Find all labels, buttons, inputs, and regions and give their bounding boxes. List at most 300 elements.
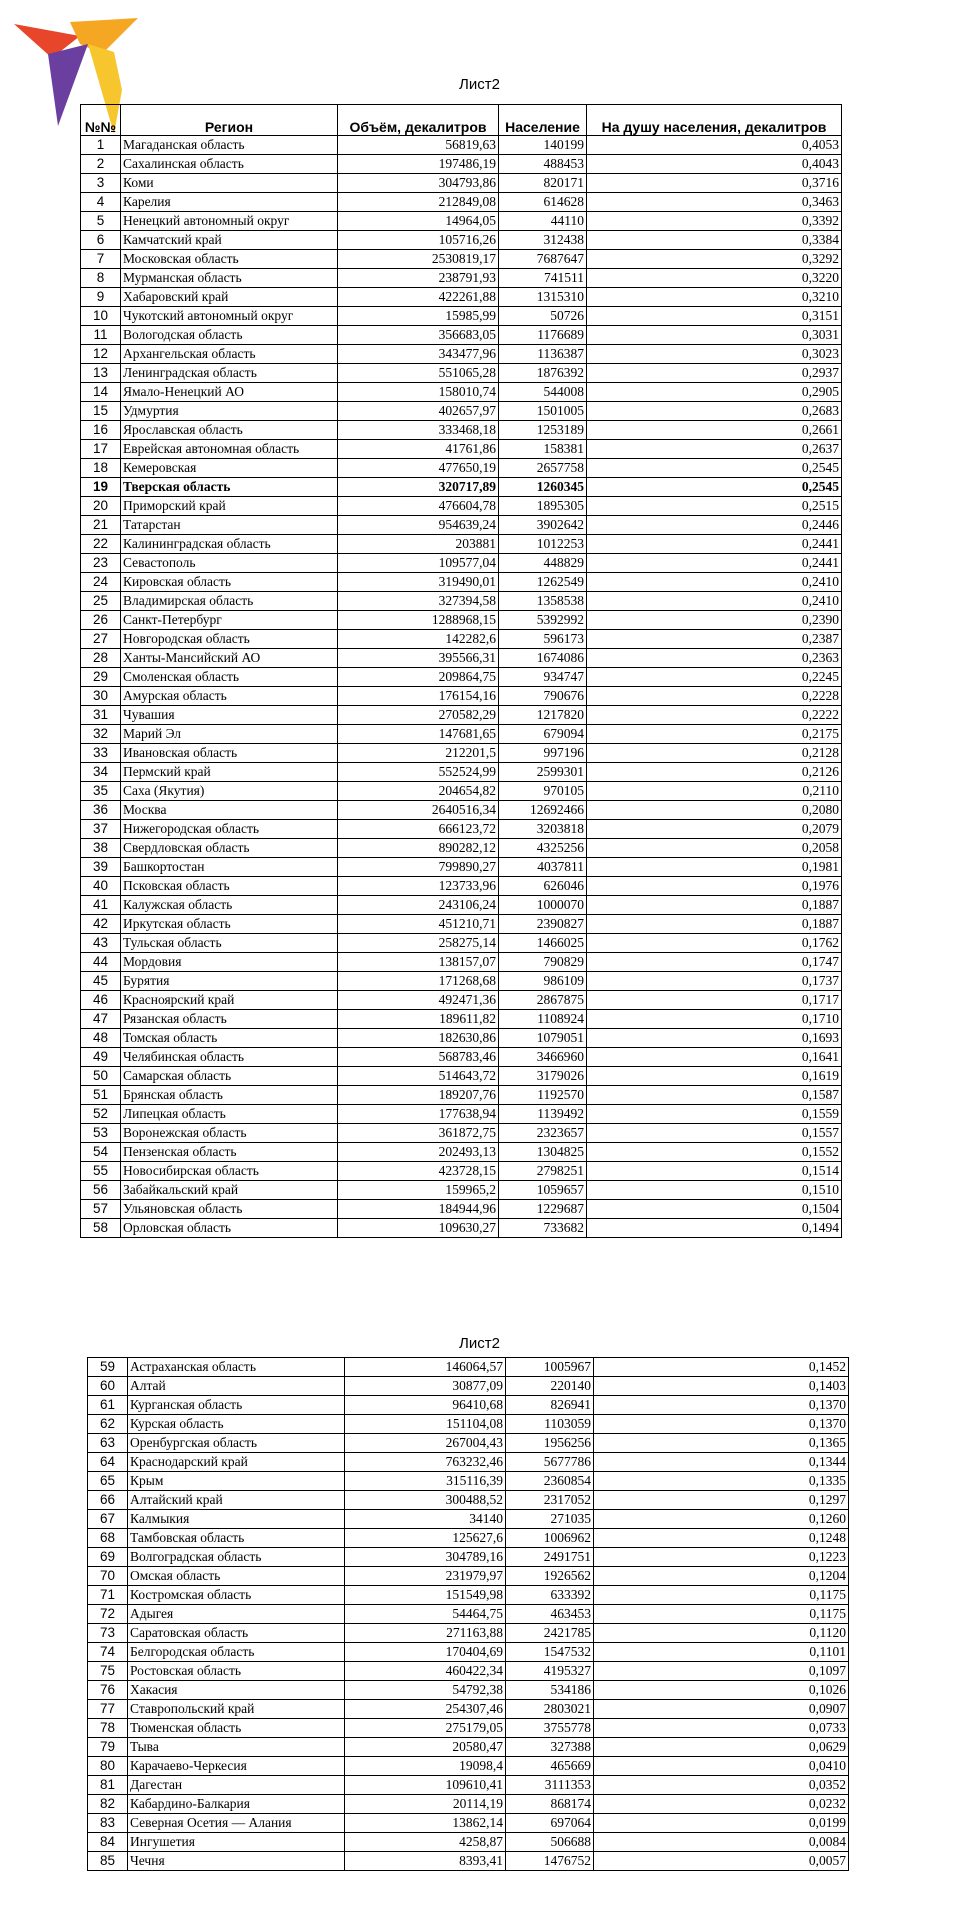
table-row bbox=[88, 1624, 849, 1643]
row-number: 9 bbox=[81, 288, 121, 307]
population-value: 1315310 bbox=[499, 288, 587, 307]
row-number: 80 bbox=[88, 1757, 128, 1776]
table-row bbox=[88, 1434, 849, 1453]
table-row bbox=[88, 1586, 849, 1605]
table-row bbox=[88, 1852, 849, 1871]
table-row bbox=[81, 535, 842, 554]
volume-value: 460422,34 bbox=[345, 1662, 506, 1681]
row-number: 73 bbox=[88, 1624, 128, 1643]
per-capita-value: 0,1344 bbox=[594, 1453, 849, 1472]
per-capita-value: 0,0410 bbox=[594, 1757, 849, 1776]
region-name: Липецкая область bbox=[121, 1105, 338, 1124]
per-capita-value: 0,2441 bbox=[587, 535, 842, 554]
region-name: Красноярский край bbox=[121, 991, 338, 1010]
row-number: 26 bbox=[81, 611, 121, 630]
table-row bbox=[81, 516, 842, 535]
volume-value: 422261,88 bbox=[338, 288, 499, 307]
per-capita-value: 0,1737 bbox=[587, 972, 842, 991]
row-number: 15 bbox=[81, 402, 121, 421]
row-number: 40 bbox=[81, 877, 121, 896]
per-capita-value: 0,2126 bbox=[587, 763, 842, 782]
population-value: 826941 bbox=[506, 1396, 594, 1415]
ranking-table-page2 bbox=[87, 1357, 849, 1871]
row-number: 61 bbox=[88, 1396, 128, 1415]
per-capita-value: 0,1717 bbox=[587, 991, 842, 1010]
region-name: Свердловская область bbox=[121, 839, 338, 858]
region-name: Омская область bbox=[128, 1567, 345, 1586]
volume-value: 799890,27 bbox=[338, 858, 499, 877]
region-name: Орловская область bbox=[121, 1219, 338, 1238]
table-row bbox=[81, 991, 842, 1010]
region-name: Ямало-Ненецкий АО bbox=[121, 383, 338, 402]
volume-value: 54464,75 bbox=[345, 1605, 506, 1624]
region-name: Курганская область bbox=[128, 1396, 345, 1415]
region-name: Санкт-Петербург bbox=[121, 611, 338, 630]
per-capita-value: 0,1641 bbox=[587, 1048, 842, 1067]
table-row bbox=[81, 1219, 842, 1238]
per-capita-value: 0,1710 bbox=[587, 1010, 842, 1029]
volume-value: 300488,52 bbox=[345, 1491, 506, 1510]
population-value: 1005967 bbox=[506, 1358, 594, 1377]
table-row bbox=[88, 1662, 849, 1681]
population-value: 1059657 bbox=[499, 1181, 587, 1200]
region-name: Камчатский край bbox=[121, 231, 338, 250]
region-name: Марий Эл bbox=[121, 725, 338, 744]
row-number: 4 bbox=[81, 193, 121, 212]
per-capita-value: 0,4043 bbox=[587, 155, 842, 174]
region-name: Еврейская автономная область bbox=[121, 440, 338, 459]
volume-value: 151549,98 bbox=[345, 1586, 506, 1605]
table-row bbox=[81, 383, 842, 402]
volume-value: 184944,96 bbox=[338, 1200, 499, 1219]
per-capita-value: 0,1335 bbox=[594, 1472, 849, 1491]
table-body bbox=[88, 1358, 849, 1871]
region-name: Калужская область bbox=[121, 896, 338, 915]
row-number: 75 bbox=[88, 1662, 128, 1681]
per-capita-value: 0,1026 bbox=[594, 1681, 849, 1700]
volume-value: 1288968,15 bbox=[338, 611, 499, 630]
region-name: Калмыкия bbox=[128, 1510, 345, 1529]
per-capita-value: 0,1557 bbox=[587, 1124, 842, 1143]
population-value: 1192570 bbox=[499, 1086, 587, 1105]
table-row bbox=[81, 763, 842, 782]
per-capita-value: 0,2175 bbox=[587, 725, 842, 744]
per-capita-value: 0,2446 bbox=[587, 516, 842, 535]
per-capita-value: 0,2515 bbox=[587, 497, 842, 516]
region-name: Хакасия bbox=[128, 1681, 345, 1700]
region-name: Карачаево-Черкесия bbox=[128, 1757, 345, 1776]
region-name: Мурманская область bbox=[121, 269, 338, 288]
row-number: 65 bbox=[88, 1472, 128, 1491]
volume-value: 267004,43 bbox=[345, 1434, 506, 1453]
population-value: 1012253 bbox=[499, 535, 587, 554]
region-name: Брянская область bbox=[121, 1086, 338, 1105]
region-name: Ульяновская область bbox=[121, 1200, 338, 1219]
volume-value: 146064,57 bbox=[345, 1358, 506, 1377]
table-row bbox=[88, 1681, 849, 1700]
volume-value: 2640516,34 bbox=[338, 801, 499, 820]
region-name: Чечня bbox=[128, 1852, 345, 1871]
population-value: 448829 bbox=[499, 554, 587, 573]
table-row bbox=[88, 1358, 849, 1377]
region-name: Тюменская область bbox=[128, 1719, 345, 1738]
table-row bbox=[81, 915, 842, 934]
table-row bbox=[81, 1200, 842, 1219]
volume-value: 189611,82 bbox=[338, 1010, 499, 1029]
row-number: 62 bbox=[88, 1415, 128, 1434]
population-value: 2798251 bbox=[499, 1162, 587, 1181]
table-row bbox=[81, 421, 842, 440]
region-name: Саха (Якутия) bbox=[121, 782, 338, 801]
volume-value: 551065,28 bbox=[338, 364, 499, 383]
table-row bbox=[81, 269, 842, 288]
region-name: Алтайский край bbox=[128, 1491, 345, 1510]
volume-value: 231979,97 bbox=[345, 1567, 506, 1586]
table-row bbox=[81, 307, 842, 326]
population-value: 44110 bbox=[499, 212, 587, 231]
population-value: 220140 bbox=[506, 1377, 594, 1396]
per-capita-value: 0,2110 bbox=[587, 782, 842, 801]
population-value: 1006962 bbox=[506, 1529, 594, 1548]
volume-value: 30877,09 bbox=[345, 1377, 506, 1396]
row-number: 2 bbox=[81, 155, 121, 174]
region-name: Ненецкий автономный округ bbox=[121, 212, 338, 231]
table-row bbox=[81, 649, 842, 668]
row-number: 33 bbox=[81, 744, 121, 763]
per-capita-value: 0,0057 bbox=[594, 1852, 849, 1871]
table-header-row bbox=[81, 105, 842, 136]
table-row bbox=[88, 1415, 849, 1434]
population-value: 1501005 bbox=[499, 402, 587, 421]
population-value: 1000070 bbox=[499, 896, 587, 915]
volume-value: 333468,18 bbox=[338, 421, 499, 440]
per-capita-value: 0,2128 bbox=[587, 744, 842, 763]
per-capita-value: 0,2683 bbox=[587, 402, 842, 421]
row-number: 66 bbox=[88, 1491, 128, 1510]
volume-value: 170404,69 bbox=[345, 1643, 506, 1662]
population-value: 697064 bbox=[506, 1814, 594, 1833]
population-value: 2491751 bbox=[506, 1548, 594, 1567]
population-value: 970105 bbox=[499, 782, 587, 801]
population-value: 741511 bbox=[499, 269, 587, 288]
table-row bbox=[81, 611, 842, 630]
region-name: Самарская область bbox=[121, 1067, 338, 1086]
row-number: 12 bbox=[81, 345, 121, 364]
volume-value: 182630,86 bbox=[338, 1029, 499, 1048]
row-number: 43 bbox=[81, 934, 121, 953]
row-number: 18 bbox=[81, 459, 121, 478]
row-number: 84 bbox=[88, 1833, 128, 1852]
population-value: 463453 bbox=[506, 1605, 594, 1624]
region-name: Тыва bbox=[128, 1738, 345, 1757]
row-number: 83 bbox=[88, 1814, 128, 1833]
population-value: 3902642 bbox=[499, 516, 587, 535]
population-value: 1926562 bbox=[506, 1567, 594, 1586]
population-value: 1674086 bbox=[499, 649, 587, 668]
region-name: Ленинградская область bbox=[121, 364, 338, 383]
table-row bbox=[81, 345, 842, 364]
region-name: Чувашия bbox=[121, 706, 338, 725]
region-name: Новгородская область bbox=[121, 630, 338, 649]
table-row bbox=[81, 193, 842, 212]
volume-value: 123733,96 bbox=[338, 877, 499, 896]
population-value: 4325256 bbox=[499, 839, 587, 858]
per-capita-value: 0,1587 bbox=[587, 1086, 842, 1105]
per-capita-value: 0,4053 bbox=[587, 136, 842, 155]
region-name: Магаданская область bbox=[121, 136, 338, 155]
volume-value: 238791,93 bbox=[338, 269, 499, 288]
volume-value: 395566,31 bbox=[338, 649, 499, 668]
row-number: 45 bbox=[81, 972, 121, 991]
sheet-title: Лист2 bbox=[459, 76, 500, 93]
row-number: 3 bbox=[81, 174, 121, 193]
population-value: 868174 bbox=[506, 1795, 594, 1814]
per-capita-value: 0,2441 bbox=[587, 554, 842, 573]
population-value: 3203818 bbox=[499, 820, 587, 839]
population-value: 312438 bbox=[499, 231, 587, 250]
population-value: 7687647 bbox=[499, 250, 587, 269]
row-number: 19 bbox=[81, 478, 121, 497]
volume-value: 138157,07 bbox=[338, 953, 499, 972]
population-value: 534186 bbox=[506, 1681, 594, 1700]
region-name: Карелия bbox=[121, 193, 338, 212]
volume-value: 8393,41 bbox=[345, 1852, 506, 1871]
table-row bbox=[81, 877, 842, 896]
volume-value: 254307,46 bbox=[345, 1700, 506, 1719]
region-name: Томская область bbox=[121, 1029, 338, 1048]
table-row bbox=[88, 1377, 849, 1396]
row-number: 31 bbox=[81, 706, 121, 725]
table-row bbox=[88, 1453, 849, 1472]
per-capita-value: 0,0907 bbox=[594, 1700, 849, 1719]
population-value: 1876392 bbox=[499, 364, 587, 383]
volume-value: 423728,15 bbox=[338, 1162, 499, 1181]
population-value: 679094 bbox=[499, 725, 587, 744]
region-name: Челябинская область bbox=[121, 1048, 338, 1067]
region-name: Кемеровская bbox=[121, 459, 338, 478]
table-row bbox=[88, 1472, 849, 1491]
per-capita-value: 0,1504 bbox=[587, 1200, 842, 1219]
row-number: 76 bbox=[88, 1681, 128, 1700]
table-row bbox=[88, 1548, 849, 1567]
population-value: 2360854 bbox=[506, 1472, 594, 1491]
header-volume: Объём, декалитров bbox=[338, 105, 499, 136]
region-name: Башкортостан bbox=[121, 858, 338, 877]
row-number: 58 bbox=[81, 1219, 121, 1238]
per-capita-value: 0,1619 bbox=[587, 1067, 842, 1086]
per-capita-value: 0,1981 bbox=[587, 858, 842, 877]
table-row bbox=[81, 820, 842, 839]
row-number: 1 bbox=[81, 136, 121, 155]
region-name: Татарстан bbox=[121, 516, 338, 535]
row-number: 37 bbox=[81, 820, 121, 839]
row-number: 56 bbox=[81, 1181, 121, 1200]
volume-value: 763232,46 bbox=[345, 1453, 506, 1472]
per-capita-value: 0,1452 bbox=[594, 1358, 849, 1377]
per-capita-value: 0,3392 bbox=[587, 212, 842, 231]
volume-value: 202493,13 bbox=[338, 1143, 499, 1162]
per-capita-value: 0,1693 bbox=[587, 1029, 842, 1048]
region-name: Хабаровский край bbox=[121, 288, 338, 307]
row-number: 14 bbox=[81, 383, 121, 402]
region-name: Калининградская область bbox=[121, 535, 338, 554]
population-value: 1304825 bbox=[499, 1143, 587, 1162]
table-row bbox=[81, 744, 842, 763]
table-row bbox=[88, 1491, 849, 1510]
volume-value: 271163,88 bbox=[345, 1624, 506, 1643]
table-row bbox=[81, 1181, 842, 1200]
per-capita-value: 0,3384 bbox=[587, 231, 842, 250]
volume-value: 19098,4 bbox=[345, 1757, 506, 1776]
per-capita-value: 0,2245 bbox=[587, 668, 842, 687]
population-value: 1136387 bbox=[499, 345, 587, 364]
table-row bbox=[81, 136, 842, 155]
region-name: Кировская область bbox=[121, 573, 338, 592]
population-value: 3179026 bbox=[499, 1067, 587, 1086]
row-number: 16 bbox=[81, 421, 121, 440]
per-capita-value: 0,3023 bbox=[587, 345, 842, 364]
per-capita-value: 0,2228 bbox=[587, 687, 842, 706]
volume-value: 189207,76 bbox=[338, 1086, 499, 1105]
ranking-table-page1 bbox=[80, 104, 842, 1238]
per-capita-value: 0,1120 bbox=[594, 1624, 849, 1643]
row-number: 22 bbox=[81, 535, 121, 554]
row-number: 48 bbox=[81, 1029, 121, 1048]
region-name: Краснодарский край bbox=[128, 1453, 345, 1472]
table-row bbox=[81, 250, 842, 269]
population-value: 4037811 bbox=[499, 858, 587, 877]
volume-value: 203881 bbox=[338, 535, 499, 554]
population-value: 3466960 bbox=[499, 1048, 587, 1067]
volume-value: 258275,14 bbox=[338, 934, 499, 953]
row-number: 11 bbox=[81, 326, 121, 345]
volume-value: 275179,05 bbox=[345, 1719, 506, 1738]
per-capita-value: 0,0733 bbox=[594, 1719, 849, 1738]
population-value: 1262549 bbox=[499, 573, 587, 592]
table-row bbox=[81, 440, 842, 459]
table-row bbox=[88, 1605, 849, 1624]
table-row bbox=[81, 1143, 842, 1162]
per-capita-value: 0,1175 bbox=[594, 1586, 849, 1605]
table-row bbox=[81, 668, 842, 687]
per-capita-value: 0,3292 bbox=[587, 250, 842, 269]
region-name: Севастополь bbox=[121, 554, 338, 573]
header-region: Регион bbox=[121, 105, 338, 136]
population-value: 2867875 bbox=[499, 991, 587, 1010]
per-capita-value: 0,2080 bbox=[587, 801, 842, 820]
population-value: 633392 bbox=[506, 1586, 594, 1605]
row-number: 20 bbox=[81, 497, 121, 516]
per-capita-value: 0,1559 bbox=[587, 1105, 842, 1124]
region-name: Псковская область bbox=[121, 877, 338, 896]
population-value: 327388 bbox=[506, 1738, 594, 1757]
table-row bbox=[81, 934, 842, 953]
region-name: Рязанская область bbox=[121, 1010, 338, 1029]
region-name: Ивановская область bbox=[121, 744, 338, 763]
region-name: Московская область bbox=[121, 250, 338, 269]
region-name: Волгоградская область bbox=[128, 1548, 345, 1567]
row-number: 21 bbox=[81, 516, 121, 535]
table-row bbox=[88, 1833, 849, 1852]
table-row bbox=[81, 896, 842, 915]
row-number: 35 bbox=[81, 782, 121, 801]
table-row bbox=[88, 1700, 849, 1719]
population-value: 50726 bbox=[499, 307, 587, 326]
region-name: Дагестан bbox=[128, 1776, 345, 1795]
volume-value: 177638,94 bbox=[338, 1105, 499, 1124]
per-capita-value: 0,0199 bbox=[594, 1814, 849, 1833]
region-name: Москва bbox=[121, 801, 338, 820]
per-capita-value: 0,2222 bbox=[587, 706, 842, 725]
table-row bbox=[81, 459, 842, 478]
row-number: 17 bbox=[81, 440, 121, 459]
volume-value: 2530819,17 bbox=[338, 250, 499, 269]
volume-value: 552524,99 bbox=[338, 763, 499, 782]
region-name: Белгородская область bbox=[128, 1643, 345, 1662]
population-value: 1547532 bbox=[506, 1643, 594, 1662]
region-name: Тамбовская область bbox=[128, 1529, 345, 1548]
volume-value: 20114,19 bbox=[345, 1795, 506, 1814]
per-capita-value: 0,2410 bbox=[587, 592, 842, 611]
population-value: 544008 bbox=[499, 383, 587, 402]
region-name: Адыгея bbox=[128, 1605, 345, 1624]
region-name: Воронежская область bbox=[121, 1124, 338, 1143]
region-name: Пермский край bbox=[121, 763, 338, 782]
volume-value: 34140 bbox=[345, 1510, 506, 1529]
row-number: 78 bbox=[88, 1719, 128, 1738]
population-value: 506688 bbox=[506, 1833, 594, 1852]
table-row bbox=[81, 288, 842, 307]
table-row bbox=[81, 972, 842, 991]
per-capita-value: 0,2937 bbox=[587, 364, 842, 383]
population-value: 1079051 bbox=[499, 1029, 587, 1048]
table-row bbox=[88, 1529, 849, 1548]
per-capita-value: 0,1976 bbox=[587, 877, 842, 896]
region-name: Ингушетия bbox=[128, 1833, 345, 1852]
per-capita-value: 0,2905 bbox=[587, 383, 842, 402]
per-capita-value: 0,1887 bbox=[587, 915, 842, 934]
volume-value: 13862,14 bbox=[345, 1814, 506, 1833]
region-name: Тверская область bbox=[121, 478, 338, 497]
row-number: 82 bbox=[88, 1795, 128, 1814]
per-capita-value: 0,1260 bbox=[594, 1510, 849, 1529]
population-value: 158381 bbox=[499, 440, 587, 459]
region-name: Алтай bbox=[128, 1377, 345, 1396]
region-name: Нижегородская область bbox=[121, 820, 338, 839]
table-row bbox=[88, 1814, 849, 1833]
header-per-capita: На душу населения, декалитров bbox=[587, 105, 842, 136]
volume-value: 41761,86 bbox=[338, 440, 499, 459]
row-number: 36 bbox=[81, 801, 121, 820]
volume-value: 890282,12 bbox=[338, 839, 499, 858]
per-capita-value: 0,1248 bbox=[594, 1529, 849, 1548]
region-name: Ставропольский край bbox=[128, 1700, 345, 1719]
population-value: 790829 bbox=[499, 953, 587, 972]
volume-value: 212849,08 bbox=[338, 193, 499, 212]
per-capita-value: 0,1097 bbox=[594, 1662, 849, 1681]
volume-value: 492471,36 bbox=[338, 991, 499, 1010]
volume-value: 270582,29 bbox=[338, 706, 499, 725]
region-name: Ханты-Мансийский АО bbox=[121, 649, 338, 668]
row-number: 72 bbox=[88, 1605, 128, 1624]
population-value: 5392992 bbox=[499, 611, 587, 630]
row-number: 39 bbox=[81, 858, 121, 877]
row-number: 47 bbox=[81, 1010, 121, 1029]
volume-value: 96410,68 bbox=[345, 1396, 506, 1415]
row-number: 34 bbox=[81, 763, 121, 782]
row-number: 5 bbox=[81, 212, 121, 231]
per-capita-value: 0,2058 bbox=[587, 839, 842, 858]
